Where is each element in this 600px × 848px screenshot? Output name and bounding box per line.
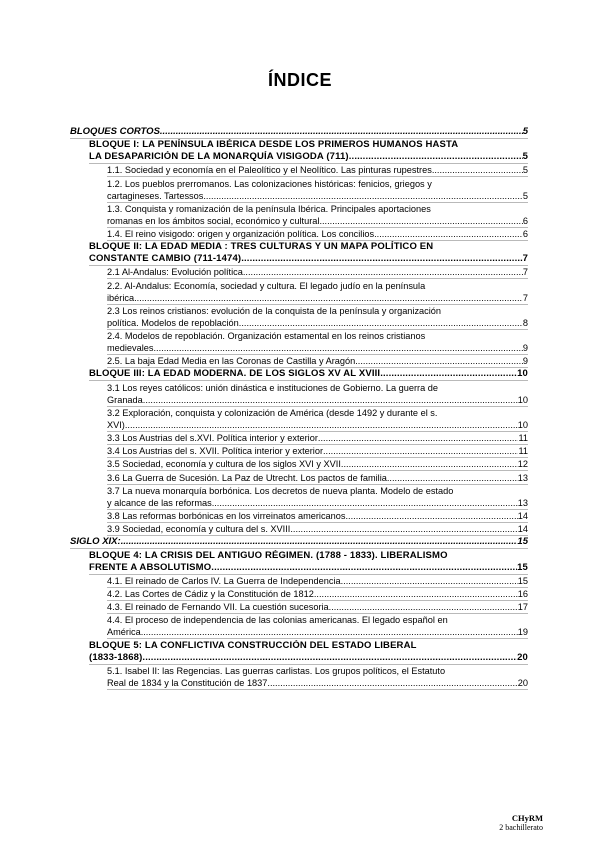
toc-page-number: 19 — [517, 627, 528, 638]
toc-entry-text: 2.1 Al-Andalus: Evolución política — [107, 267, 243, 278]
dot-leader — [142, 652, 517, 664]
toc-line: 3.1 Los reyes católicos: unión dinástica e instituciones de Gobierno. La guerra de — [107, 382, 438, 393]
toc-line — [107, 601, 528, 613]
toc-entry-text: BLOQUE III: LA EDAD MODERNA. DE LOS SIGLOS XV AL XVIII — [89, 368, 381, 380]
toc-page-number: 7 — [522, 267, 528, 278]
toc-item[interactable] — [107, 485, 528, 510]
dot-leader — [153, 342, 522, 354]
toc-entry-text: 1.4. El reino visigodo: origen y organización política. Los concilios — [107, 229, 375, 239]
toc-line — [89, 151, 528, 163]
toc-page-number: 10 — [517, 419, 528, 430]
toc-entry-text: 3.9 Sociedad, economía y cultura del s. XVIII — [107, 524, 291, 535]
toc-page-number: 17 — [517, 602, 528, 613]
toc-line: 3.7 La nueva monarquía borbónica. Los decretos de nueva planta. Modelo de estado — [107, 485, 454, 496]
toc-block-heading[interactable] — [89, 640, 528, 665]
toc-entry-text: 4.2. Las Cortes de Cádiz y la Constitución de 1812. — [107, 589, 317, 599]
toc-entry-text: 3.5 Sociedad, economía y cultura de los siglos XVI y XVII — [107, 459, 341, 470]
dot-leader — [329, 601, 518, 613]
dot-leader — [318, 432, 519, 444]
dot-leader — [387, 472, 518, 484]
dot-leader — [239, 317, 523, 329]
toc-page-number: 13 — [517, 472, 528, 483]
toc-entry-text: 4.3. El reinado de Fernando VII. La cuestión sucesoria — [107, 602, 329, 613]
toc-line — [107, 266, 528, 278]
toc-page-number: 15 — [517, 575, 528, 586]
toc-line — [107, 419, 528, 431]
toc-line: BLOQUE 4: LA CRISIS DEL ANTIGUO RÉGIMEN. (1788 - 1833). LIBERALISMO — [89, 549, 448, 561]
toc-item[interactable] — [107, 178, 528, 203]
toc-entry-text: CONSTANTE CAMBIO (711-1474) — [89, 253, 242, 265]
toc-item[interactable] — [107, 575, 528, 588]
toc-line — [107, 497, 528, 509]
toc-line — [107, 432, 528, 444]
toc-entry-text: romanas en los ámbitos social, económico y cultural — [107, 215, 320, 226]
dot-leader — [206, 190, 523, 202]
dot-leader — [243, 266, 523, 278]
toc-page-number: 5 — [522, 126, 528, 137]
toc-line: 2.3 Los reinos cristianos: evolución de la conquista de la península y organización — [107, 305, 442, 316]
toc-entry-text: ibérica — [107, 292, 135, 303]
toc-item[interactable] — [107, 614, 528, 639]
dot-leader — [212, 497, 518, 509]
toc-item[interactable] — [107, 472, 528, 485]
toc-line — [107, 292, 528, 304]
toc-item[interactable] — [107, 407, 528, 432]
dot-leader — [290, 523, 517, 535]
dot-leader — [432, 164, 523, 176]
toc-line — [107, 228, 528, 240]
toc-entry-text: 4.1. El reinado de Carlos IV. La Guerra de Independencia. — [107, 575, 344, 586]
toc-line: 1.2. Los pueblos prerromanos. Las colonizaciones históricas: fenicios, griegos y — [107, 178, 432, 189]
toc-line — [107, 575, 528, 587]
toc-entry-text: y alcance de las reformas — [107, 497, 212, 508]
dot-leader — [125, 419, 518, 431]
toc-line — [107, 677, 528, 689]
footer-course-level: 2 bachillerato — [499, 823, 543, 832]
toc-page-number: 16 — [517, 589, 528, 599]
dot-leader — [143, 394, 518, 406]
toc-line: 2.4. Modelos de repoblación. Organización estamental en los reinos cristianos — [107, 331, 426, 341]
toc-line: BLOQUE I: LA PENÍNSULA IBÉRICA DESDE LOS PRIMEROS HUMANOS HASTA — [89, 139, 459, 151]
toc-section-heading[interactable] — [70, 536, 528, 549]
toc-page-number: 7 — [522, 292, 528, 303]
toc-line — [89, 253, 528, 265]
toc-block-heading[interactable] — [89, 368, 528, 381]
toc-page-number: 5 — [522, 190, 528, 201]
toc-line — [107, 342, 528, 354]
toc-page-number: 20 — [517, 677, 528, 688]
toc-page-number: 13 — [517, 497, 528, 508]
toc-line — [70, 536, 528, 548]
toc-line — [107, 317, 528, 329]
toc-line — [89, 368, 528, 380]
toc-page-number: 20 — [517, 651, 528, 663]
toc-item[interactable] — [107, 330, 528, 355]
toc-line: BLOQUE 5: LA CONFLICTIVA CONSTRUCCIÓN DEL ESTADO LIBERAL — [89, 639, 417, 651]
toc-item[interactable] — [107, 305, 528, 330]
dot-leader — [343, 575, 518, 587]
toc-page-number: 12 — [517, 459, 528, 470]
toc-entry-text: (1833-1868) — [89, 651, 143, 663]
toc-entry-text: cartagineses. Tartessos. — [107, 190, 206, 201]
toc-item[interactable] — [107, 164, 528, 177]
toc-item[interactable] — [107, 280, 528, 305]
dot-leader — [345, 510, 517, 522]
toc-entry-text: Real de 1834 y la Constitución de 1837 — [107, 677, 268, 688]
dot-leader — [374, 228, 523, 240]
dot-leader — [121, 536, 518, 548]
toc-line: 5.1. Isabel II: las Regencias. Las guerras carlistas. Los grupos políticos, el Estatuto — [107, 665, 446, 676]
dot-leader — [349, 151, 523, 163]
toc-section-heading[interactable] — [70, 126, 528, 139]
toc-item[interactable] — [107, 355, 528, 368]
dot-leader — [355, 355, 523, 367]
toc-line — [107, 445, 528, 457]
toc-entry-text: 2.5. La baja Edad Media en las Coronas de Castilla y Aragón — [107, 356, 356, 367]
toc-page-number: 6 — [522, 229, 528, 239]
toc-page-number: 10 — [517, 368, 528, 380]
toc-line: 3.2 Exploración, conquista y colonización de América (desde 1492 y durante el s. — [107, 407, 438, 418]
toc-item[interactable] — [107, 601, 528, 614]
footer-course-code: CHyRM — [511, 813, 543, 823]
toc-item[interactable] — [107, 510, 528, 523]
toc-page-number: 7 — [522, 253, 528, 265]
toc-entry-text: 1.1. Sociedad y economía en el Paleolítico y el Neolítico. Las pinturas rupestres — [107, 165, 432, 176]
dot-leader — [141, 626, 518, 638]
footer — [499, 813, 543, 833]
toc-block-heading[interactable] — [89, 241, 528, 266]
toc-item[interactable] — [107, 432, 528, 445]
toc-block-heading[interactable] — [89, 139, 528, 164]
toc-line — [89, 652, 528, 664]
toc-page-number: 15 — [517, 561, 528, 573]
dot-leader — [341, 458, 518, 470]
toc-entry-text: 3.6 La Guerra de Sucesión. La Paz de Utrecht. Los pactos de familia — [107, 472, 387, 483]
dot-leader — [134, 292, 523, 304]
dot-leader — [160, 126, 523, 138]
toc-item[interactable] — [107, 266, 528, 279]
toc-line — [107, 510, 528, 522]
toc-line — [107, 472, 528, 484]
toc-entry-text: medievales — [107, 343, 154, 353]
toc-item[interactable] — [107, 228, 528, 241]
toc-entry-text: SIGLO XIX: — [70, 536, 121, 548]
toc-line: BLOQUE II: LA EDAD MEDIA : TRES CULTURAS Y UN MAPA POLÍTICO EN — [89, 241, 434, 253]
toc-line — [107, 164, 528, 176]
toc-item[interactable] — [107, 665, 528, 690]
dot-leader — [241, 253, 522, 265]
toc-page-number: 11 — [518, 433, 528, 443]
toc-item[interactable] — [107, 382, 528, 407]
toc-line — [107, 458, 528, 470]
toc-page-number: 10 — [517, 394, 528, 405]
toc-page-number: 9 — [522, 356, 528, 367]
toc-page-number: 14 — [517, 524, 528, 535]
toc-page-number: 9 — [522, 343, 528, 353]
toc-line — [70, 126, 528, 138]
toc-page-number: 8 — [522, 317, 528, 328]
toc-page-number: 5 — [522, 165, 528, 176]
toc-line — [107, 190, 528, 202]
toc-page-number: 6 — [522, 215, 528, 226]
toc-line — [107, 215, 528, 227]
toc-entry-text: política. Modelos de repoblación — [107, 317, 239, 328]
toc-item[interactable] — [107, 445, 528, 458]
dot-leader — [211, 562, 517, 574]
toc-entry-text: BLOQUES CORTOS — [70, 126, 160, 137]
toc-entry-text: Granada — [107, 394, 143, 405]
toc-line — [107, 355, 528, 367]
toc-entry-text: 3.8 Las reformas borbónicas en los virreinatos americanos — [107, 511, 346, 521]
dot-leader — [319, 215, 522, 227]
toc-line — [107, 588, 528, 600]
toc-line — [107, 394, 528, 406]
toc-entry-text: 3.3 Los Austrias del s.XVI. Política interior y exterior — [107, 433, 318, 443]
toc-entry-text: 3.4 Los Austrias del s. XVII. Política interior y exterior — [107, 446, 323, 457]
toc-item[interactable] — [107, 523, 528, 536]
toc-line: 4.4. El proceso de independencia de las colonias americanas. El legado español en — [107, 615, 448, 626]
dot-leader — [323, 445, 518, 457]
page-title: ÍNDICE — [267, 70, 332, 90]
toc-line — [107, 626, 528, 638]
toc-item[interactable] — [107, 458, 528, 471]
dot-leader — [380, 368, 517, 380]
toc-page-number: 14 — [517, 511, 528, 521]
toc-item[interactable] — [107, 588, 528, 601]
toc-entry-text: LA DESAPARICIÓN DE LA MONARQUÍA VISIGODA (711) — [89, 151, 349, 163]
toc-block-heading[interactable] — [89, 550, 528, 575]
toc-line — [89, 562, 528, 574]
dot-leader — [267, 677, 517, 689]
toc-entry-text: FRENTE A ABSOLUTISMO — [89, 561, 212, 573]
toc-page-number: 11 — [518, 446, 528, 457]
toc-line: 1.3. Conquista y romanización de la península Ibérica. Principales aportaciones — [107, 203, 431, 214]
toc-line — [107, 523, 528, 535]
toc-item[interactable] — [107, 203, 528, 228]
dot-leader — [316, 588, 517, 600]
toc-page-number: 5 — [522, 151, 528, 163]
toc-entry-text: América — [107, 627, 141, 638]
toc-line: 2.2. Al-Andalus: Economía, sociedad y cultura. El legado judío en la península — [107, 280, 426, 291]
toc-page-number: 15 — [517, 536, 528, 548]
toc-entry-text: XVI) — [107, 419, 125, 430]
